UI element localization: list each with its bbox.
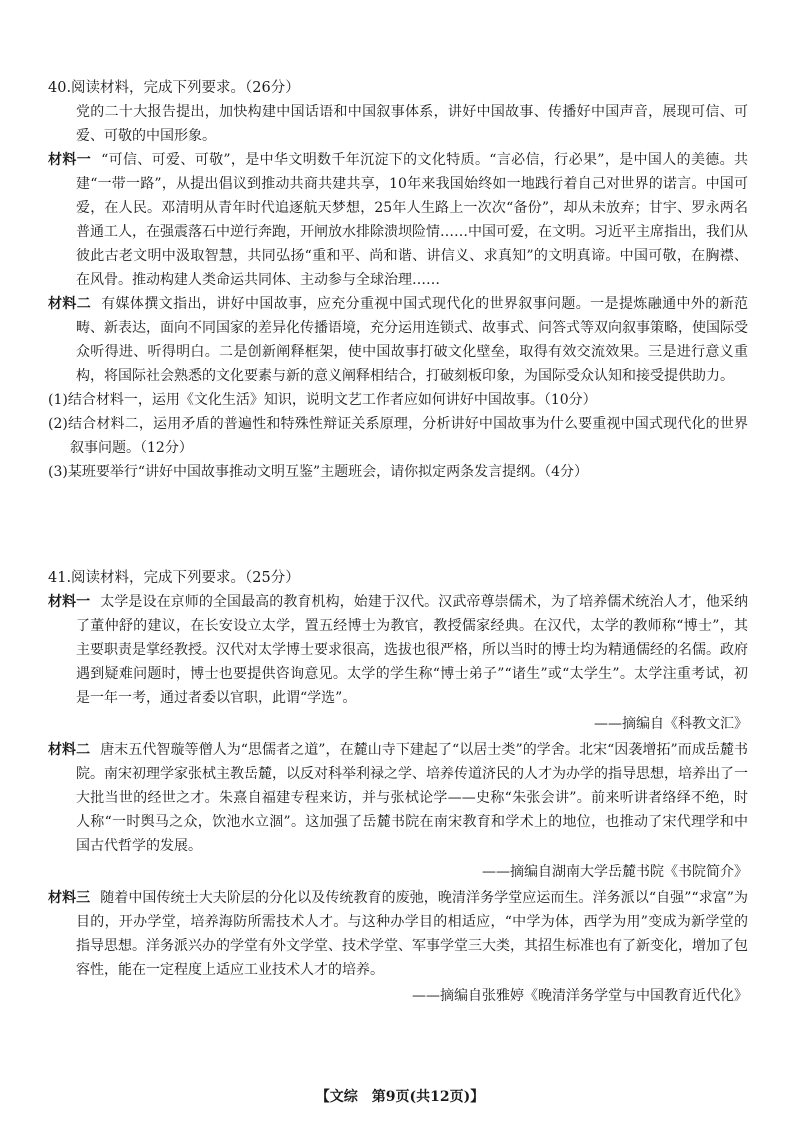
material-label: 材料一 (48, 152, 92, 168)
q40-subquestion-2: (2)结合材料二，运用矛盾的普遍性和特殊性辩证关系原理，分析讲好中国故事为什么要重视中国式现代化的世界叙事问题。（12分） (48, 416, 748, 456)
question-41 (48, 566, 748, 1010)
q41-material-1 (48, 590, 748, 710)
q41-material-1-source: ——摘编自《科教文汇》 (594, 716, 748, 732)
q41-material-3 (48, 886, 748, 982)
material-text: 随着中国传统士大夫阶层的分化以及传统教育的废弛，晚清洋务学堂应运而生。洋务派以“自强”“求富”为目的，开办学堂，培养海防所需技术人才。与这种办学目的相适应，“中学为体，西学为用”变成为新学堂的指导思想。洋务派兴办的学堂有外文学堂、技术学堂、军事学堂三大类，其招生标准也有了新变化，增加了包容性，能在一定程度上适应工业技术人才的培养。 (76, 890, 748, 978)
q41-material-3-source: ——摘编自张雅婷《晚清洋务学堂与中国教育近代化》 (412, 988, 748, 1004)
question-40-title: 40.阅读材料，完成下列要求。（26分） (48, 80, 300, 96)
q41-material-2 (48, 738, 748, 858)
q41-material-2-source: ——摘编自湖南大学岳麓书院《书院简介》 (482, 864, 748, 880)
question-40-intro: 党的二十大报告提出，加快构建中国话语和中国叙事体系，讲好中国故事、传播好中国声音，展现可信、可爱、可敬的中国形象。 (76, 104, 748, 144)
material-label: 材料一 (48, 594, 91, 610)
material-label: 材料二 (48, 296, 92, 312)
question-41-title: 41.阅读材料，完成下列要求。（25分） (48, 570, 300, 586)
q40-material-1 (48, 148, 748, 292)
q40-subquestion-1: (1)结合材料一，运用《文化生活》知识，说明文艺工作者应如何讲好中国故事。（10分） (48, 392, 597, 408)
question-40 (48, 76, 748, 484)
material-label: 材料二 (48, 742, 91, 758)
page-footer: 【文综 第9页(共12页)】 (315, 1089, 485, 1105)
q40-material-2 (48, 292, 748, 388)
material-text: “可信、可爱、可敬”，是中华文明数千年沉淀下的文化特质。“言必信，行必果”，是中国人的美德。共建“一带一路”，从提出倡议到推动共商共建共享，10年来我国始终如一地践行着自己对世界的诺言。中国可爱，在人民。邓清明从青年时代追逐航天梦想，25年人生路上一次次“备份”，却从未放弃；甘宇、罗永两名普通工人，在强震落石中逆行奔跑，开闸放水排除溃坝险情……中国可爱，在文明。习近平主席指出，我们从彼此古老文明中汲取智慧，共同弘扬“重和平、尚和谐、讲信义、求真知”的文明真谛。中国可敬，在胸襟、在风骨。推动构建人类命运共同体、主动参与全球治理…… (76, 152, 749, 288)
material-text: 太学是设在京师的全国最高的教育机构，始建于汉代。汉武帝尊崇儒术，为了培养儒术统治人才，他采纳了董仲舒的建议，在长安设立太学，置五经博士为教官，教授儒家经典。在汉代，太学的教师称“博士”，其主要职责是掌经教授。汉代对太学博士要求很高，选拔也很严格，所以当时的博士均为精通儒经的名儒。政府遇到疑难问题时，博士也要提供咨询意见。太学的学生称“博士弟子”“诸生”或“太学生”。太学注重考试，初是一年一考，通过者委以官职，此谓“学选”。 (76, 594, 748, 706)
q40-subquestion-3: (3)某班要举行“讲好中国故事推动文明互鉴”主题班会，请你拟定两条发言提纲。（4分） (48, 464, 589, 480)
material-text: 有媒体撰文指出，讲好中国故事，应充分重视中国式现代化的世界叙事问题。一是提炼融通中外的新范畴、新表达，面向不同国家的差异化传播语境，充分运用连锁式、故事式、问答式等双向叙事策略，使国际受众听得进、听得明白。二是创新阐释框架，使中国故事打破文化壁垒，取得有效交流效果。三是进行意义重构，将国际社会熟悉的文化要素与新的意义阐释相结合，打破刻板印象，为国际受众认知和接受提供助力。 (76, 296, 749, 384)
material-label: 材料三 (48, 890, 91, 906)
material-text: 唐末五代智璇等僧人为“思儒者之道”，在麓山寺下建起了“以居士类”的学舍。北宋“因袭增拓”而成岳麓书院。南宋初理学家张栻主教岳麓，以反对科举利禄之学、培养传道济民的人才为办学的指导思想，培养出了一大批当世的经世之才。朱熹自福建专程来访，并与张栻论学——史称“朱张会讲”。前来听讲者络绎不绝，时人称“一时舆马之众，饮池水立涸”。这加强了岳麓书院在南宋教育和学术上的地位，也推动了宋代理学和中国古代哲学的发展。 (76, 742, 748, 854)
